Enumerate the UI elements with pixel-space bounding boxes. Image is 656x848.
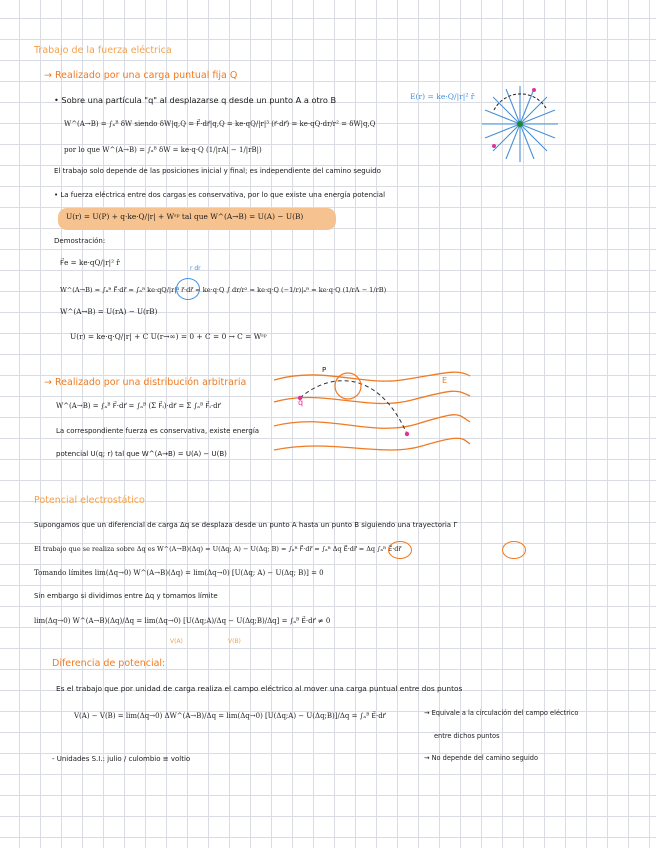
figure-p-label: P xyxy=(322,366,327,374)
demo-line-2: W^(A→B) = ∫ₐᴮ F⃗·dr⃗ = ∫ₐᴮ ke·qQ/|r|³ r⃗·dr⃗ = ke·q·Q ∫ dr/r² = ke·q·Q (−1/r)|ₐᴮ = ke·q·Q (1/rA − 1/rB) xyxy=(60,286,387,294)
source-charge-Q xyxy=(517,121,523,127)
radial-field-figure xyxy=(480,84,560,164)
potencial-line-4: Sin embargo si dividimos entre Δq y tomamos límite xyxy=(34,592,218,600)
note-circulacion: → Equivale a la circulación del campo eléctrico xyxy=(424,709,579,717)
demo-line-4: U(r) = ke·q·Q/|r| + C U(r→∞) = 0 + C = 0 → C = Wˢᵖ xyxy=(70,332,267,341)
potencial-line-1: Supongamos que un diferencial de carga Δq se desplaza desde un punto A hasta un punto B siguiendo una trayectoria Γ xyxy=(34,521,458,529)
section-title-trabajo: Trabajo de la fuerza eléctrica xyxy=(34,45,172,56)
demo-line-1: F⃗e = ke·qQ/|r|² r̂ xyxy=(60,258,120,267)
note-va: V(A) xyxy=(170,638,183,645)
figure-e-label: E xyxy=(442,376,448,385)
demo-line-3: W^(A→B) = U(rA) − U(rB) xyxy=(60,307,158,316)
distribucion-line-1: W^(A→B) = ∫ₐᴮ F⃗·dr⃗ = ∫ₐᴮ (Σ F⃗ᵢ)·dr⃗ = Σ ∫ₐᴮ F⃗ᵢ·dr⃗ xyxy=(56,402,221,410)
circle-dq-1 xyxy=(388,541,412,559)
field-formula: E(r) = ke·Q/|r|² r̂ xyxy=(410,92,475,101)
potencial-line-5: lim(Δq→0) W^(A→B)(Δq)/Δq = lim(Δq→0) [U(Δq;A)/Δq − U(Δq;B)/Δq] = ∫ₐᴮ E⃗·dr⃗ ≠ 0 xyxy=(34,617,331,625)
unidades-si: - Unidades S.I.: julio / culombio ≡ voltio xyxy=(52,755,191,763)
bullet-particula: • Sobre una partícula "q" al desplazarse q desde un punto A a otro B xyxy=(54,95,337,105)
curved-field-lines xyxy=(274,372,470,450)
point-b xyxy=(532,88,536,92)
distribucion-line-2: La correspondiente fuerza es conservativa, existe energía xyxy=(56,427,260,435)
diferencia-line-1: Es el trabajo que por unidad de carga realiza el campo eléctrico al mover una carga puntual entre dos puntos xyxy=(56,684,463,693)
potencial-line-3: Tomando límites lim(Δq→0) W^(A→B)(Δq) = lim(Δq→0) [U(Δq; A) − U(Δq; B)] = 0 xyxy=(34,569,324,577)
section-title-potencial: Potencial electrostático xyxy=(34,495,145,506)
diferencia-formula: V(A) − V(B) = lim(Δq→0) ΔW^(A→B)/Δq = lim(Δq→0) [U(Δq;A) − U(Δq;B)]/Δq = ∫ₐᴮ E⃗·dr⃗ xyxy=(74,712,386,720)
bullet-conservativa: • La fuerza eléctrica entre dos cargas es conservativa, por lo que existe una energía potencial xyxy=(54,191,386,199)
potencial-line-2: El trabajo que se realiza sobre Δq es W^(A→B)(Δq) = U(Δq; A) − U(Δq; B) = ∫ₐᴮ F⃗·dr⃗ = ∫ₐᴮ Δq E⃗·dr⃗ = Δq ∫ₐᴮ E⃗·dr⃗ xyxy=(34,545,402,553)
energy-formula: U(r) = U(P) + q·ke·Q/|r| + Wˢᵖ tal que W^(A→B) = U(A) − U(B) xyxy=(66,212,304,221)
subheading-carga-puntual: → Realizado por una carga puntual fija Q xyxy=(44,70,238,81)
heading-diferencia-potencial: Diferencia de potencial: xyxy=(52,658,166,669)
demo-label: Demostración: xyxy=(54,237,106,245)
work-note: El trabajo solo depende de las posiciones inicial y final; es independiente del camino seguido xyxy=(54,167,381,175)
note-vb: V(B) xyxy=(228,638,241,645)
work-line-1: W^(A→B) = ∫ₐᴮ δW siendo δW|q,Q = F⃗·dr⃗|q,Q = ke·qQ/|r|³ (r⃗·dr⃗) = ke·qQ·dr/r² = δW|q,Q xyxy=(64,120,376,128)
circle-p xyxy=(335,373,361,399)
demo-note-rdr: r dr xyxy=(190,265,201,272)
note-camino: → No depende del camino seguido xyxy=(424,754,538,762)
figure-q-label: q xyxy=(298,398,304,407)
point-a xyxy=(492,144,496,148)
note-circulacion-2: entre dichos puntos xyxy=(434,732,500,740)
end-point xyxy=(405,432,409,436)
subheading-distribucion: → Realizado por una distribución arbitraria xyxy=(44,377,247,388)
work-line-2: por lo que W^(A→B) = ∫ₐᴮ δW = ke·q·Q (1/|rA| − 1/|rB|) xyxy=(64,146,262,154)
circle-dq-2 xyxy=(502,541,526,559)
distribucion-line-3: potencial U(q; r) tal que W^(A→B) = U(A) − U(B) xyxy=(56,450,227,458)
demo-circle-rdr xyxy=(176,278,200,300)
